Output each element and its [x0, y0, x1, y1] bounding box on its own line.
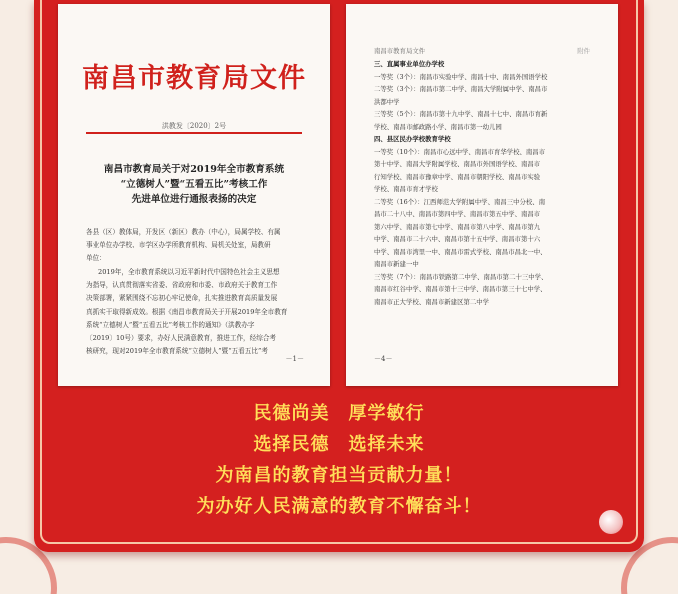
attachment-mark: 附件: [577, 47, 590, 55]
text-line: 三等奖（7个）：南昌市铁路第二中学、南昌市第二十三中学、: [374, 272, 548, 281]
page-number: －1－: [285, 355, 304, 363]
slogan-line: 为办好人民满意的教育不懈奋斗！: [196, 496, 482, 517]
text-line: 为指导，认真贯彻落实省委、省政府和市委、市政府关于教育工作: [86, 281, 278, 290]
text-line: 南昌市红谷中学、南昌市第十三中学、南昌市第三十七中学、: [374, 285, 547, 293]
slogan-line: 为南昌的教育担当贡献力量！: [215, 465, 463, 486]
text-line: 核研究，现对2019年全市教育系统“立德树人”暨“五看五比”考: [86, 347, 268, 356]
text-line: 南昌市正大学校、南昌市新建区第二中学: [374, 297, 490, 306]
text-line: 南昌市新建一中: [374, 260, 419, 268]
document-title-line: “立德树人”暨“五看五比”考核工作: [120, 179, 268, 190]
text-line: 系统“立德树人”暨“五看五比”考核工作的通知》（洪教办字: [86, 320, 255, 329]
slogan-line: 民德尚美 厚学敏行: [253, 403, 425, 424]
text-line: 一等奖（3个）：南昌市实验中学、南昌十中、南昌外国语学校: [374, 72, 548, 81]
document-page-1: [58, 4, 330, 386]
text-line: 昌市二十八中、南昌市第四中学、南昌市第五中学、南昌市: [374, 210, 541, 218]
text-line: 一等奖（10个）：南昌市心远中学、南昌市育华学校、南昌市: [374, 147, 546, 156]
text-line: 三等奖（5个）：南昌市第十九中学、南昌十七中、南昌市育新: [374, 110, 548, 118]
document-title-line: 先进单位进行通报表扬的决定: [131, 194, 257, 205]
text-line: 二等奖（3个）：南昌市第二中学、南昌大学附属中学、南昌市: [374, 85, 548, 93]
award-list: [374, 58, 596, 308]
slogan-line: 选择民德 选择未来: [253, 434, 425, 455]
text-line: 决策部署，紧紧围绕不忘初心牢记使命，扎实推进教育高质量发展: [86, 294, 278, 303]
text-line: 中学、南昌市二十六中、南昌市第十五中学、南昌市第十六: [374, 235, 541, 243]
text-line: 〔2019〕10号）要求，办好人民满意教育，推进工作，经综合考: [86, 334, 277, 343]
text-line: 事业单位办学校、市学区办学所教育机构、局机关处室，局教研: [86, 241, 271, 250]
text-line: 真抓实干取得新成效。根据《南昌市教育局关于开展2019年全市教育: [86, 307, 288, 316]
document-page-2: [346, 4, 618, 386]
text-line: 各县（区）教体局，开发区（新区）教办（中心），局属学校、有属: [86, 228, 281, 236]
text-line: 学校、南昌市邮政路小学、南昌市第一幼儿园: [374, 122, 502, 131]
document-addressee: [86, 226, 304, 266]
text-line: 中学、南昌市湾里一中、南昌市雷式学校、南昌市昌北一中、: [374, 247, 547, 256]
page-number: －4－: [374, 355, 393, 363]
document-body: [86, 266, 304, 358]
text-line: 2019年，全市教育系统以习近平新时代中国特色社会主义思想: [98, 268, 280, 276]
document-title: [72, 162, 316, 207]
text-line: 二等奖（16个）：江西师范大学附属中学、南昌三中分校、南: [374, 197, 546, 206]
text-line: 第六中学、南昌市第七中学、南昌市第八中学、南昌市第九: [374, 222, 541, 231]
text-line: 单位：: [86, 254, 106, 263]
header-red-rule: [86, 132, 302, 134]
running-header: 南昌市教育局文件: [374, 47, 426, 55]
text-line: 第十中学、南昌大学附属学校、南昌市外国语学校、南昌市: [374, 160, 541, 168]
document-number: 洪教发〔2020〕2号: [161, 122, 227, 130]
document-header: 南昌市教育局文件: [82, 63, 306, 94]
section-heading: 四、县区民办学校教育学校: [374, 135, 451, 143]
text-line: 行知学校、南昌市豫章中学、南昌市朝阳学校、南昌市实验: [374, 172, 541, 181]
document-title-line: 南昌市教育局关于对2019年全市教育系统: [103, 164, 285, 175]
text-line: 洪都中学: [374, 97, 400, 106]
text-line: 学校、南昌市育才学校: [374, 185, 438, 193]
slogan-block: [0, 398, 678, 522]
section-heading: 三、直属事业单位办学校: [374, 60, 445, 68]
